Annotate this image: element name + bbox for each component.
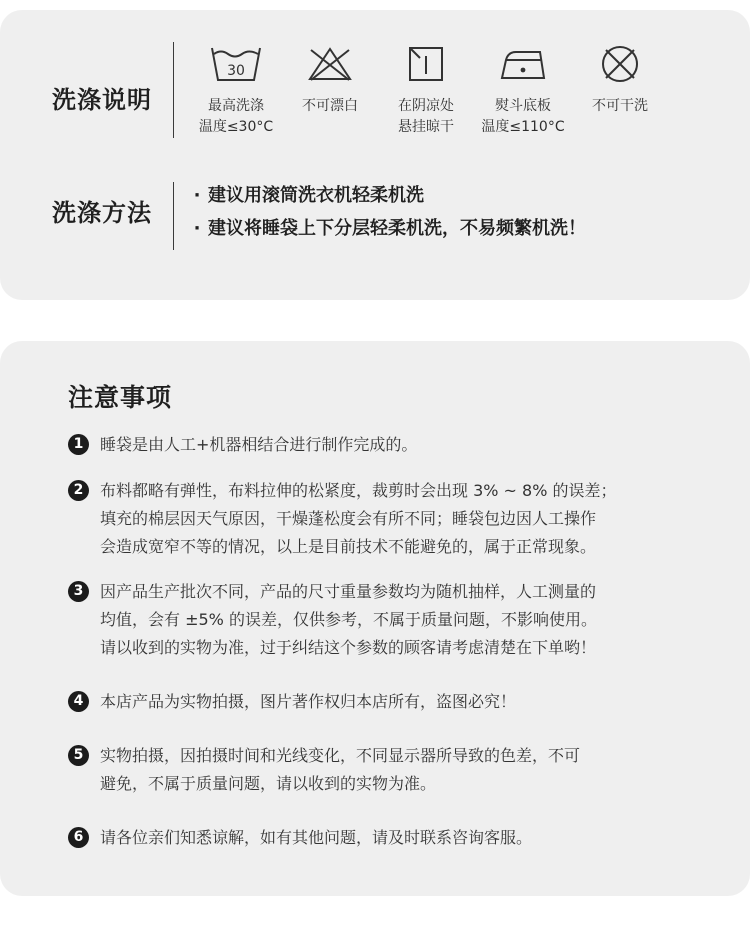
note-text: 本店产品为实物拍摄，图片著作权归本店所有，盗图必究！ bbox=[100, 692, 517, 711]
wash-icon-item bbox=[572, 44, 668, 117]
note-item bbox=[68, 742, 708, 798]
note-text: 因产品生产批次不同，产品的尺寸重量参数均为随机抽样，人工测量的 bbox=[100, 582, 597, 601]
note-item bbox=[68, 688, 708, 716]
note-number: 3 bbox=[68, 581, 89, 602]
wash-icon-item bbox=[188, 44, 284, 138]
note-item bbox=[68, 824, 708, 852]
icon-caption: 最高洗涤 温度≤30°C bbox=[198, 98, 274, 135]
note-number: 1 bbox=[68, 434, 89, 455]
icon-caption: 不可漂白 bbox=[302, 98, 358, 114]
line-dry-shade-icon bbox=[406, 44, 446, 84]
note-number: 5 bbox=[68, 745, 89, 766]
wash-temp-symbol: 30 bbox=[227, 63, 245, 79]
wash-method-item bbox=[190, 214, 586, 240]
note-text: 请各位亲们知悉谅解，如有其他问题，请及时联系咨询客服。 bbox=[100, 828, 533, 847]
icon-caption: 熨斗底板 温度≤110°C bbox=[481, 98, 565, 135]
note-text: 布料都略有弹性，布料拉伸的松紧度，裁剪时会出现 3% ~ 8% 的误差； bbox=[100, 481, 617, 500]
wash-method-text: 建议用滚筒洗衣机轻柔机洗 bbox=[208, 185, 424, 206]
bullet: · bbox=[193, 185, 201, 206]
divider-line bbox=[173, 42, 174, 138]
iron-low-icon bbox=[496, 44, 550, 84]
wash-method-text: 建议将睡袋上下分层轻柔机洗，不易频繁机洗！ bbox=[208, 218, 586, 239]
note-number: 4 bbox=[68, 691, 89, 712]
wash-icon-item bbox=[475, 44, 571, 138]
wash-30-icon bbox=[208, 44, 264, 84]
note-number: 2 bbox=[68, 480, 89, 501]
note-text: 避免，不属于质量问题，请以收到的实物为准。 bbox=[100, 774, 437, 793]
note-text: 实物拍摄，因拍摄时间和光线变化，不同显示器所导致的色差，不可 bbox=[100, 746, 581, 765]
wash-method-item bbox=[190, 181, 424, 207]
note-text: 请以收到的实物为准，过于纠结这个参数的顾客请考虑清楚在下单哟！ bbox=[100, 638, 597, 657]
note-item bbox=[68, 578, 708, 662]
wash-instructions-title: 洗涤说明 bbox=[52, 86, 152, 114]
divider-line bbox=[173, 182, 174, 250]
note-item bbox=[68, 431, 708, 459]
bullet: · bbox=[193, 218, 201, 239]
no-dry-clean-icon bbox=[598, 44, 642, 84]
wash-icon-item bbox=[378, 44, 474, 138]
icon-caption: 不可干洗 bbox=[592, 98, 648, 114]
wash-icon-item bbox=[282, 44, 378, 117]
note-number: 6 bbox=[68, 827, 89, 848]
note-text: 填充的棉层因天气原因，干燥蓬松度会有所不同；睡袋包边因人工操作 bbox=[100, 509, 597, 528]
note-item bbox=[68, 477, 708, 561]
icon-caption: 在阴凉处 悬挂晾干 bbox=[398, 98, 454, 135]
notes-title: 注意事项 bbox=[68, 383, 173, 412]
wash-method-title: 洗涤方法 bbox=[52, 199, 152, 227]
no-bleach-icon bbox=[305, 44, 355, 84]
note-text: 均值，会有 ±5% 的误差，仅供参考，不属于质量问题，不影响使用。 bbox=[100, 610, 597, 629]
note-text: 会造成宽窄不等的情况，以上是目前技术不能避免的，属于正常现象。 bbox=[100, 537, 597, 556]
note-text: 睡袋是由人工+机器相结合进行制作完成的。 bbox=[100, 435, 418, 454]
